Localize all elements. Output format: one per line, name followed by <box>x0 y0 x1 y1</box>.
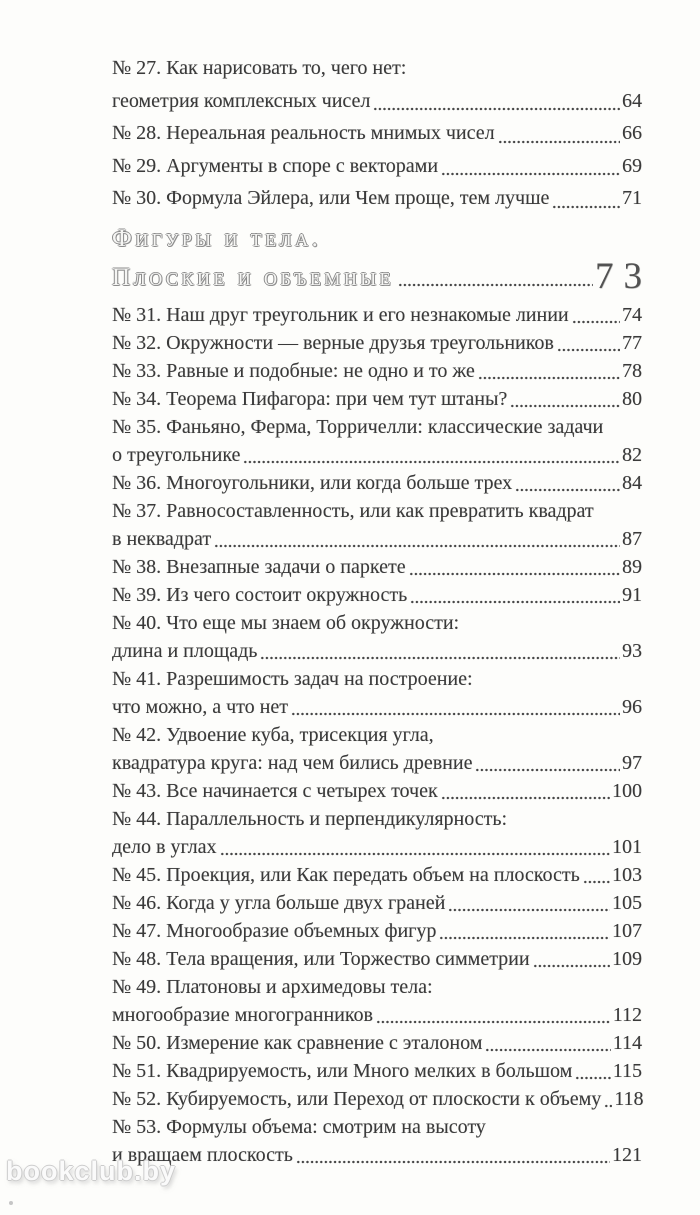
toc-entry-row <box>112 637 642 665</box>
toc-entry-row <box>112 301 642 329</box>
dot-leader <box>552 205 620 209</box>
toc-entry-row <box>112 917 642 945</box>
toc-entry-text: № 51. Квадрируемость, или Много мелких в большом <box>112 1059 573 1082</box>
page-number: 78 <box>622 359 642 382</box>
toc-entry-text: № 36. Многоугольники, или когда больше трех <box>112 471 513 494</box>
toc-entry-text: № 38. Внезапные задачи о паркете <box>112 555 406 578</box>
toc-entry-text: геометрия комплексных чисел <box>112 89 371 112</box>
page-number: 69 <box>622 154 642 177</box>
toc-entry-row <box>112 833 642 861</box>
page-number: 71 <box>622 187 642 209</box>
page-number: 97 <box>622 751 642 774</box>
toc-entry-line1: № 42. Удвоение куба, трисекция угла, <box>112 723 434 746</box>
toc-entry-row <box>112 945 642 973</box>
dot-leader <box>604 1104 612 1108</box>
toc-entries-bottom <box>112 301 642 1169</box>
dot-leader <box>441 796 610 800</box>
page-number: 121 <box>612 1143 642 1166</box>
section-title-row <box>112 254 652 297</box>
scan-speck <box>9 1201 13 1205</box>
toc-entry-text: № 29. Аргументы в споре с векторами <box>112 154 439 177</box>
dot-leader <box>533 964 610 968</box>
toc-entry-text: квадратура круга: над чем бились древние <box>112 751 473 774</box>
page-number: 66 <box>622 122 642 144</box>
page-number: 74 <box>622 303 642 326</box>
page-number: 114 <box>612 1031 642 1054</box>
page-number: 84 <box>622 471 642 494</box>
toc-entry-row <box>112 581 642 609</box>
toc-entry-row <box>112 1029 642 1057</box>
dot-leader <box>485 1048 610 1052</box>
table-of-contents <box>112 52 652 1169</box>
dot-leader <box>557 348 620 352</box>
toc-entry-row <box>112 385 642 413</box>
toc-entry-row <box>112 469 642 497</box>
dot-leader <box>575 1076 610 1080</box>
toc-entry-text: № 34. Теорема Пифагора: при чем тут штаны? <box>112 387 508 410</box>
page-number: 101 <box>612 835 642 858</box>
toc-entry-line1: № 41. Разрешимость задач на построение: <box>112 667 473 690</box>
toc-entry-row <box>112 861 642 889</box>
dot-leader <box>243 460 620 464</box>
page-number: 118 <box>614 1087 644 1110</box>
dot-leader <box>439 936 610 940</box>
page-number: 103 <box>612 863 642 886</box>
dot-leader <box>475 768 620 772</box>
toc-entry-row <box>112 553 642 581</box>
page-number: 80 <box>622 387 642 410</box>
toc-entry-text: № 50. Измерение как сравнение с эталоном <box>112 1031 483 1054</box>
toc-entry-row <box>112 1141 642 1169</box>
page-number: 100 <box>612 779 642 802</box>
toc-entry-text: длина и площадь <box>112 639 258 662</box>
toc-entry-row <box>112 182 642 215</box>
toc-entry-text: о треугольнике <box>112 443 241 466</box>
toc-entry-row <box>112 525 642 553</box>
dot-leader <box>376 1020 611 1024</box>
dot-leader <box>515 488 620 492</box>
section-title-line2: Плоские и объемные <box>112 263 395 291</box>
toc-entry-row <box>112 117 642 150</box>
dot-leader <box>498 140 620 144</box>
toc-entries-top <box>112 52 642 215</box>
toc-entry-line1: № 27. Как нарисовать то, чего нет: <box>112 57 407 79</box>
page-number: 93 <box>622 639 642 662</box>
toc-entry-text: что можно, а что нет <box>112 695 288 718</box>
page-number: 96 <box>622 695 642 718</box>
dot-leader <box>214 544 620 548</box>
toc-entry-line1: № 37. Равносоставленность, или как превратить квадрат <box>112 499 594 522</box>
page-number: 105 <box>612 891 642 914</box>
section-title-line1: Фигуры и тела. <box>112 224 322 252</box>
dot-leader <box>220 852 610 856</box>
dot-leader <box>448 908 610 912</box>
dot-leader <box>296 1160 610 1164</box>
page-number: 64 <box>622 89 642 112</box>
toc-entry-row <box>112 329 642 357</box>
page-number: 77 <box>622 331 642 354</box>
toc-entry-row <box>112 441 642 469</box>
toc-entry-text: № 33. Равные и подобные: не одно и то же <box>112 359 475 382</box>
toc-entry-text: № 46. Когда у угла больше двух граней <box>112 891 446 914</box>
page-number: 87 <box>622 527 642 550</box>
toc-entry-line1: № 44. Параллельность и перпендикулярность: <box>112 807 508 830</box>
page-number: 112 <box>612 1003 642 1026</box>
toc-entry-row <box>112 150 642 183</box>
dot-leader <box>441 172 620 176</box>
toc-entry-text: № 47. Многообразие объемных фигур <box>112 919 437 942</box>
page-number: 82 <box>622 443 642 466</box>
toc-entry-row <box>112 1085 642 1113</box>
section-heading <box>112 223 652 297</box>
toc-entry-line1: № 35. Фаньяно, Ферма, Торричелли: классические задачи <box>112 415 604 438</box>
toc-entry-line1: № 49. Платоновы и архимедовы тела: <box>112 975 433 998</box>
toc-entry-row <box>112 1057 642 1085</box>
toc-entry-row <box>112 85 642 118</box>
dot-leader <box>410 600 620 604</box>
toc-entry-text: № 45. Проекция, или Как передать объем на плоскость <box>112 863 580 886</box>
toc-entry-text: № 32. Окружности — верные друзья треугольников <box>112 331 554 354</box>
toc-entry-text: дело в углах <box>112 835 217 858</box>
page-number: 107 <box>612 919 642 942</box>
watermark: bookclub.by <box>6 1156 177 1186</box>
toc-entry-row <box>112 749 642 777</box>
toc-entry-row <box>112 777 642 805</box>
dot-leader <box>572 320 620 324</box>
toc-entry-row <box>112 693 642 721</box>
toc-entry-row <box>112 357 642 385</box>
toc-entry-text: многообразие многогранников <box>112 1003 373 1026</box>
section-page-number: 73 <box>595 255 652 297</box>
page-number: 89 <box>622 555 642 578</box>
page-number: 115 <box>612 1059 642 1082</box>
toc-entry-text: № 39. Из чего состоит окружность <box>112 583 408 606</box>
page-number: 109 <box>612 947 642 970</box>
toc-entry-text: № 48. Тела вращения, или Торжество симметрии <box>112 947 530 970</box>
dot-leader <box>398 283 593 287</box>
dot-leader <box>583 880 610 884</box>
dot-leader <box>291 712 620 716</box>
toc-entry-text: в неквадрат <box>112 527 212 550</box>
toc-entry-text: № 28. Нереальная реальность мнимых чисел <box>112 122 495 144</box>
toc-entry-row <box>112 1001 642 1029</box>
dot-leader <box>409 572 620 576</box>
toc-entry-line1: № 53. Формулы объема: смотрим на высоту <box>112 1115 486 1138</box>
dot-leader <box>260 656 620 660</box>
toc-entry-line1: № 40. Что еще мы знаем об окружности: <box>112 611 460 634</box>
toc-entry-row <box>112 889 642 917</box>
page-number: 91 <box>622 583 642 606</box>
toc-entry-text: и вращаем плоскость <box>112 1143 293 1166</box>
dot-leader <box>373 107 620 111</box>
dot-leader <box>478 376 620 380</box>
toc-entry-text: № 43. Все начинается с четырех точек <box>112 779 438 802</box>
toc-entry-text: № 31. Наш друг треугольник и его незнакомые линии <box>112 303 569 326</box>
toc-entry-text: № 52. Кубируемость, или Переход от плоскости к объему <box>112 1087 602 1110</box>
toc-entry-text: № 30. Формула Эйлера, или Чем проще, тем лучше <box>112 187 550 209</box>
dot-leader <box>510 404 620 408</box>
